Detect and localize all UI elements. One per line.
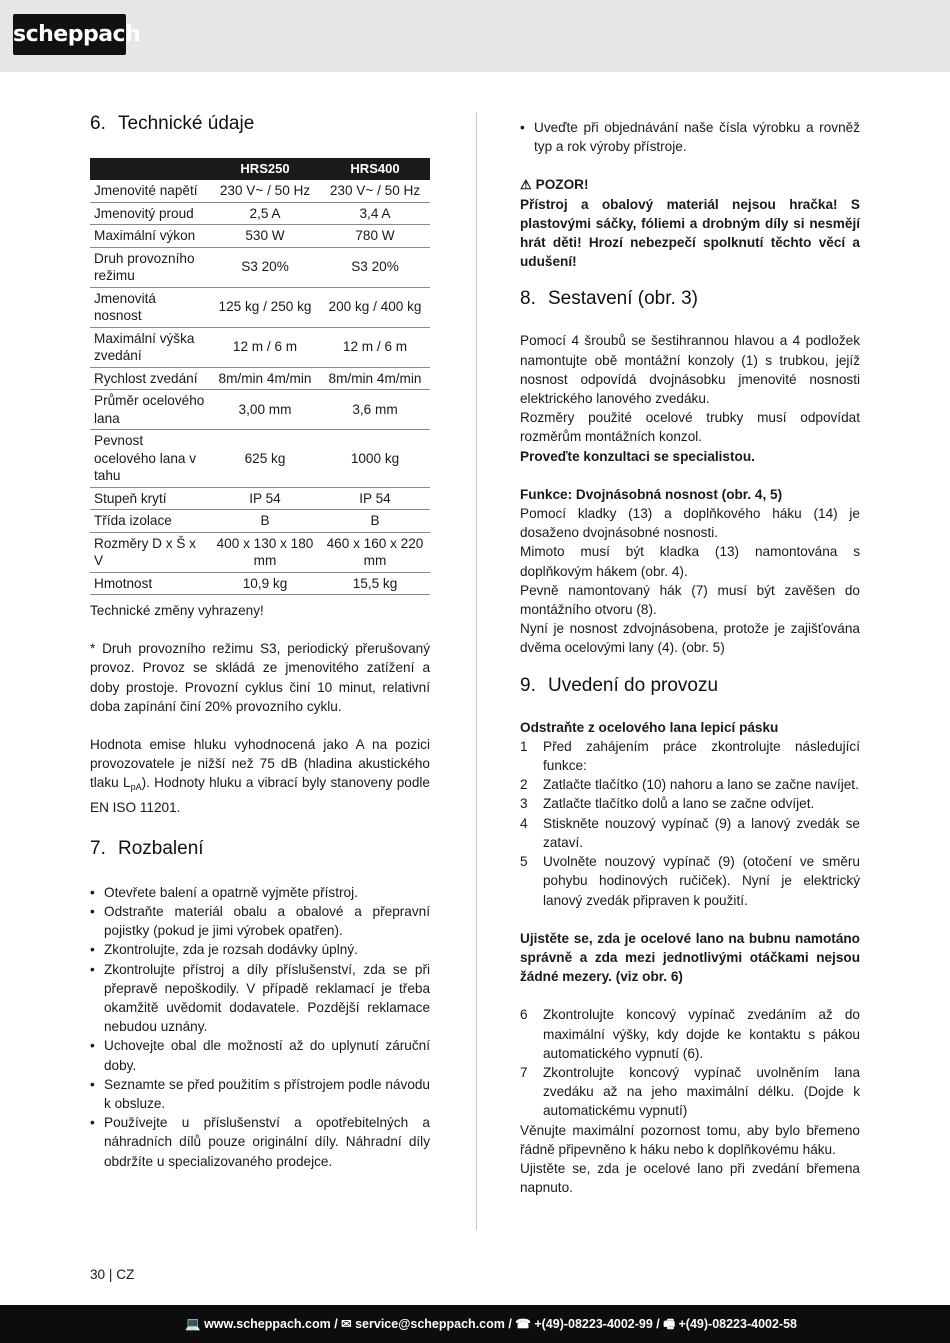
step-number: 3 — [520, 796, 528, 812]
list-item: • Používejte u příslušenství a opotřebitelných a náhradních dílů pouze originální díly. Náhradní díly obdržíte u specializovaného prodejce. — [90, 1113, 430, 1171]
rope-check-note: Ujistěte se, zda je ocelové lano na bubnu namotáno správně a zda mezi jednotlivými otáčkami nejsou žádné mezery. (viz obr. 6) — [520, 930, 860, 985]
noise-emission-note: Hodnota emise hluku vyhodnocená jako A na pozici provozovatele je nižší než 75 dB (hladina akustického tlaku $L_{pA}$). Hodnoty hluku a vibrací byly stanoveny podle EN ISO 11201. — [90, 737, 430, 815]
hrs400-value: 8m/min 4m/min — [320, 367, 430, 390]
step-item — [520, 1063, 860, 1121]
startup-paragraph: Ujistěte se, zda je ocelové lano při zvedání břemena napnuto. — [520, 1160, 860, 1196]
hrs400-value: 3,4 A — [320, 202, 430, 225]
header-bar — [0, 0, 950, 72]
step-number: 1 — [520, 738, 528, 754]
step-number: 2 — [520, 777, 528, 793]
hrs250-value: 400 x 130 x 180 mm — [210, 532, 320, 572]
step-item — [520, 1005, 860, 1063]
hrs250-value: 2,5 A — [210, 202, 320, 225]
list-item: • Uveďte při objednávání naše čísla výrobku a rovněž typ a rok výroby přístroje. — [520, 118, 860, 156]
step-item — [520, 737, 860, 775]
assembly-paragraph: Pomocí 4 šroubů se šestihrannou hlavou a 4 podložek namontujte obě montážní konzoly (1) s trubkou, jejíž nosnost odpovídá dvojnásobku jmenovité nosnosti elektrického lanového zvedáku. — [520, 333, 860, 407]
hrs400-value: 230 V~ / 50 Hz — [320, 180, 430, 202]
row-label: Hmotnost — [90, 572, 210, 595]
hrs250-value: 230 V~ / 50 Hz — [210, 180, 320, 202]
row-label: Pevnost ocelového lana v tahu — [90, 430, 210, 488]
startup-steps-1 — [520, 737, 860, 910]
table-row — [90, 180, 430, 202]
function-paragraph: Nyní je nosnost zdvojnásobena, protože je zajišťována dvěma ocelovými lany (4). (obr. 5) — [520, 621, 860, 656]
hrs250-value: 530 W — [210, 225, 320, 248]
section-6-heading: 6. Technické údaje — [90, 113, 255, 134]
startup-subheading: Odstraňte z ocelového lana lepicí pásku — [520, 719, 779, 735]
table-row — [90, 532, 430, 572]
hrs250-value: S3 20% — [210, 247, 320, 287]
column-divider — [476, 112, 477, 1230]
table-row — [90, 287, 430, 327]
step-number: 5 — [520, 854, 528, 870]
table-row — [90, 327, 430, 367]
step-number: 6 — [520, 1007, 528, 1023]
assembly-paragraph: Rozměry použité ocelové trubky musí odpovídat rozměrům montážních konzol. — [520, 410, 860, 445]
row-label: Jmenovitá nosnost — [90, 287, 210, 327]
hrs400-value: IP 54 — [320, 487, 430, 510]
warning-heading: ⚠ POZOR! — [520, 175, 860, 194]
warning-triangle-icon: ⚠ — [520, 177, 532, 193]
list-item: • Zkontrolujte přístroj a díly příslušenství, zda se při přepravě nepoškodily. V případě reklamací je třeba okamžitě uvědomit dodavatele. Pozdější reklamace nebudou uznány. — [90, 960, 430, 1037]
hrs250-value: 12 m / 6 m — [210, 327, 320, 367]
scheppach-logo: scheppach — [13, 14, 126, 55]
row-label: Rozměry D x Š x V — [90, 532, 210, 572]
footer-contact-bar: 💻 www.scheppach.com / ✉ service@scheppach.com / ☎ +(49)-08223-4002-99 / 🖷 +(49)-08223-4002-58 — [0, 1305, 950, 1343]
page-number: 30 | CZ — [90, 1267, 135, 1282]
step-text: Zatlačte tlačítko dolů a lano se začne odvíjet. — [543, 796, 815, 812]
step-item — [520, 775, 860, 794]
function-paragraph: Mimoto musí být kladka (13) namontována s doplňkovým hákem (obr. 4). — [520, 544, 860, 579]
row-label: Stupeň krytí — [90, 487, 210, 510]
table-row — [90, 390, 430, 430]
technical-changes-note: Technické změny vyhrazeny! — [90, 603, 264, 618]
hrs400-value: S3 20% — [320, 247, 430, 287]
hrs250-value: 10,9 kg — [210, 572, 320, 595]
hrs250-value: B — [210, 510, 320, 533]
table-row — [90, 572, 430, 595]
hrs400-value: 1000 kg — [320, 430, 430, 488]
function-paragraph: Pevně namontovaný hák (7) musí být zavěšen do montážního otvoru (8). — [520, 582, 860, 618]
function-paragraph: Pomocí kladky (13) a doplňkového háku (14) je dosaženo dvojnásobné nosnosti. — [520, 506, 860, 541]
hrs250-value: 625 kg — [210, 430, 320, 488]
table-row — [90, 510, 430, 533]
row-label: Rychlost zvedání — [90, 367, 210, 390]
step-number: 7 — [520, 1064, 528, 1080]
hrs400-value: 12 m / 6 m — [320, 327, 430, 367]
row-label: Třída izolace — [90, 510, 210, 533]
startup-steps-2 — [520, 1005, 860, 1120]
row-label: Průměr ocelového lana — [90, 390, 210, 430]
table-row — [90, 225, 430, 248]
hrs250-value: 3,00 mm — [210, 390, 320, 430]
hrs250-value: 125 kg / 250 kg — [210, 287, 320, 327]
step-item — [520, 814, 860, 852]
hrs250-value: IP 54 — [210, 487, 320, 510]
table-header-row — [90, 158, 430, 180]
col-hrs250: HRS250 — [210, 158, 320, 180]
row-label: Maximální výška zvedání — [90, 327, 210, 367]
step-item — [520, 794, 860, 813]
section-9-heading: 9. Uvedení do provozu — [520, 674, 719, 696]
row-label: Jmenovité napětí — [90, 180, 210, 202]
list-item: • Uchovejte obal dle možností až do uplynutí záruční doby. — [90, 1036, 430, 1074]
hrs400-value: 3,6 mm — [320, 390, 430, 430]
row-label: Jmenovitý proud — [90, 202, 210, 225]
list-item: • Zkontrolujte, zda je rozsah dodávky úplný. — [90, 940, 430, 959]
operating-mode-note: * Druh provozního režimu S3, periodický přerušovaný provoz. Provoz se skládá ze jmenovitého zatížení a doby prostoje. Provozní cyklus činí 10 minut, relativní doba zapínání činí 20% provozního cyklu. — [90, 641, 430, 714]
step-text: Zatlačte tlačítko (10) nahoru a lano se začne navíjet. — [543, 777, 859, 793]
order-info-list — [520, 118, 860, 156]
unpacking-list — [90, 883, 430, 1171]
table-row — [90, 202, 430, 225]
left-column — [90, 112, 430, 1171]
function-subheading: Funkce: Dvojnásobná nosnost (obr. 4, 5) — [520, 486, 783, 502]
assembly-consult-note: Proveďte konzultaci se specialistou. — [520, 448, 755, 464]
step-text: Uvolněte nouzový vypínač (9) (otočení ve směru pohybu hodinových ručiček). Nyní je elektrický lanový zvedák připraven k použití. — [543, 854, 860, 908]
table-row — [90, 367, 430, 390]
hrs250-value: 8m/min 4m/min — [210, 367, 320, 390]
row-label: Maximální výkon — [90, 225, 210, 248]
hrs400-value: 200 kg / 400 kg — [320, 287, 430, 327]
list-item: • Otevřete balení a opatrně vyjměte přístroj. — [90, 883, 430, 902]
col-hrs400: HRS400 — [320, 158, 430, 180]
step-number: 4 — [520, 815, 528, 831]
hrs400-value: 460 x 160 x 220 mm — [320, 532, 430, 572]
step-text: Před zahájením práce zkontrolujte následující funkce: — [543, 738, 860, 774]
list-item: • Seznamte se před použitím s přístrojem podle návodu k obsluze. — [90, 1075, 430, 1113]
section-8-heading: 8. Sestavení (obr. 3) — [520, 288, 698, 310]
hrs400-value: 780 W — [320, 225, 430, 248]
right-column — [520, 112, 860, 1197]
section-7-heading: 7. Rozbalení — [90, 837, 204, 859]
step-text: Zkontrolujte koncový vypínač zvedáním až do maximální výšky, kdy dojde ke kontaktu s pákou automatického vypnutí (6). — [543, 1007, 860, 1061]
hrs400-value: 15,5 kg — [320, 572, 430, 595]
hrs400-value: B — [320, 510, 430, 533]
table-row — [90, 247, 430, 287]
startup-paragraph: Věnujte maximální pozornost tomu, aby bylo břemeno řádně připevněno k háku nebo k doplňkovému háku. — [520, 1122, 860, 1157]
table-row — [90, 430, 430, 488]
row-label: Druh provozního režimu — [90, 247, 210, 287]
step-text: Zkontrolujte koncový vypínač uvolněním lana zvedáku až na jeho maximální délku. (Dojde k automatickému vypnutí) — [543, 1064, 860, 1119]
warning-text: Přístroj a obalový materiál nejsou hračka! S plastovými sáčky, fóliemi a drobným díly si nesmějí hrát děti! Hrozí nebezpečí spolknutí těchto věcí a udušení! — [520, 196, 860, 270]
list-item: • Odstraňte materiál obalu a obalové a přepravní pojistky (pokud je jimi výrobek opatřen). — [90, 902, 430, 940]
technical-data-table — [90, 158, 430, 595]
table-row — [90, 487, 430, 510]
step-item — [520, 852, 860, 910]
step-text: Stiskněte nouzový vypínač (9) a lanový zvedák se zataví. — [543, 815, 860, 850]
